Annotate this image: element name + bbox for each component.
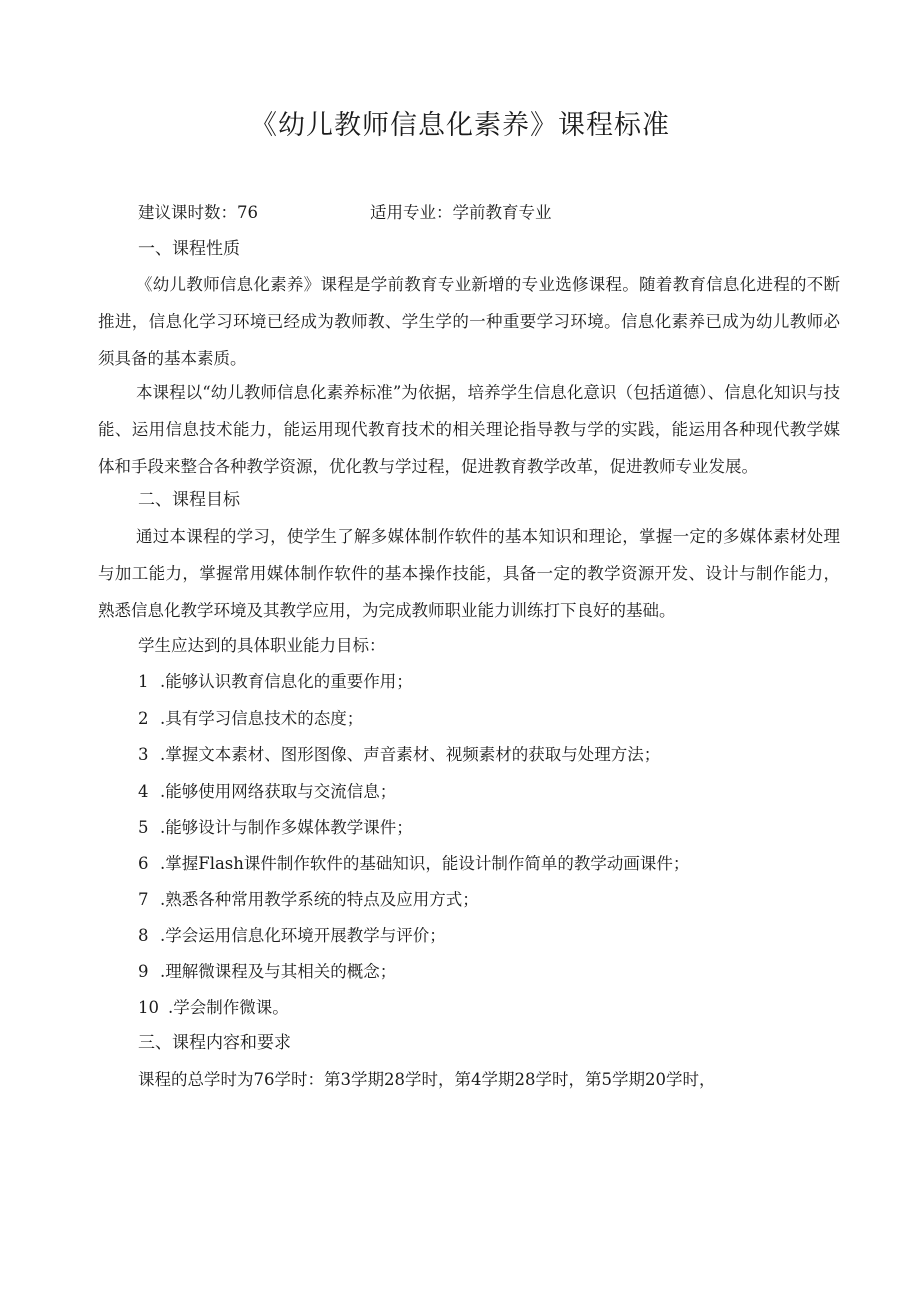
goal-text: .掌握Flash课件制作软件的基础知识，能设计制作简单的教学动画课件； — [160, 854, 690, 873]
goal-item — [138, 706, 363, 732]
goal-item — [138, 959, 396, 985]
section-heading-nature: 一、课程性质 — [138, 239, 240, 259]
goal-item — [138, 779, 396, 805]
section-heading-goals: 二、课程目标 — [138, 490, 240, 510]
document-title: 《幼儿教师信息化素养》课程标准 — [250, 110, 670, 141]
goal-text: .能够认识教育信息化的重要作用； — [160, 672, 413, 691]
goal-text: .理解微课程及与其相关的概念； — [160, 962, 397, 981]
goal-text: .熟悉各种常用教学系统的特点及应用方式； — [160, 890, 479, 909]
goal-number: 9 — [138, 962, 149, 981]
goal-item — [138, 742, 660, 768]
goal-text: .能够设计与制作多媒体教学课件； — [160, 818, 413, 837]
goal-number: 2 — [138, 709, 149, 728]
goal-number: 5 — [138, 818, 149, 837]
goal-text: .学会制作微课。 — [168, 998, 289, 1017]
goal-number: 6 — [138, 854, 149, 873]
paragraph-content-1: 课程的总学时为76学时：第3学期28学时，第4学期28学时，第5学期20学时， — [138, 1070, 716, 1089]
goal-number: 4 — [138, 782, 149, 801]
course-meta — [138, 200, 552, 226]
section-heading-content: 三、课程内容和要求 — [138, 1033, 291, 1053]
goals-intro: 学生应达到的具体职业能力目标： — [138, 636, 386, 655]
goal-item — [138, 923, 446, 949]
paragraph-goals-1: 通过本课程的学习，使学生了解多媒体制作软件的基本知识和理论，掌握一定的多媒体素材处理与加工能力，掌握常用媒体制作软件的基本操作技能，具备一定的教学资源开发、设计与制作能力，熟悉信息化教学环境及其教学应用，为完成教师职业能力训练打下良好的基础。 — [98, 527, 840, 620]
goal-text: .掌握文本素材、图形图像、声音素材、视频素材的获取与处理方法； — [160, 745, 661, 764]
goal-text: .学会运用信息化环境开展教学与评价； — [160, 926, 446, 945]
goal-text: .能够使用网络获取与交流信息； — [160, 782, 397, 801]
goal-text: .具有学习信息技术的态度； — [160, 709, 364, 728]
paragraph-nature-1: 《幼儿教师信息化素养》课程是学前教育专业新增的专业选修课程。随着教育信息化进程的不断推进，信息化学习环境已经成为教师教、学生学的一种重要学习环境。信息化素养已成为幼儿教师必须具备的基本素质。 — [98, 275, 840, 368]
goal-item — [138, 669, 413, 695]
goal-item — [138, 851, 689, 877]
applicable-major: 适用专业：学前教育专业 — [370, 203, 552, 222]
goal-number: 7 — [138, 890, 149, 909]
goal-item — [138, 815, 413, 841]
goal-number: 8 — [138, 926, 149, 945]
paragraph-nature-2: 本课程以“幼儿教师信息化素养标准”为依据，培养学生信息化意识（包括道德）、信息化知识与技能、运用信息技术能力，能运用现代教育技术的相关理论指导教与学的实践，能运用各种现代教学媒体和手段来整合各种教学资源，优化教与学过程，促进教育教学改革，促进教师专业发展。 — [98, 383, 840, 476]
goal-number: 1 — [138, 672, 149, 691]
goal-number: 3 — [138, 745, 149, 764]
goal-item — [138, 887, 479, 913]
goal-number: 10 — [138, 998, 159, 1017]
suggested-hours: 建议课时数：76 — [138, 203, 258, 222]
goal-item — [138, 995, 289, 1021]
